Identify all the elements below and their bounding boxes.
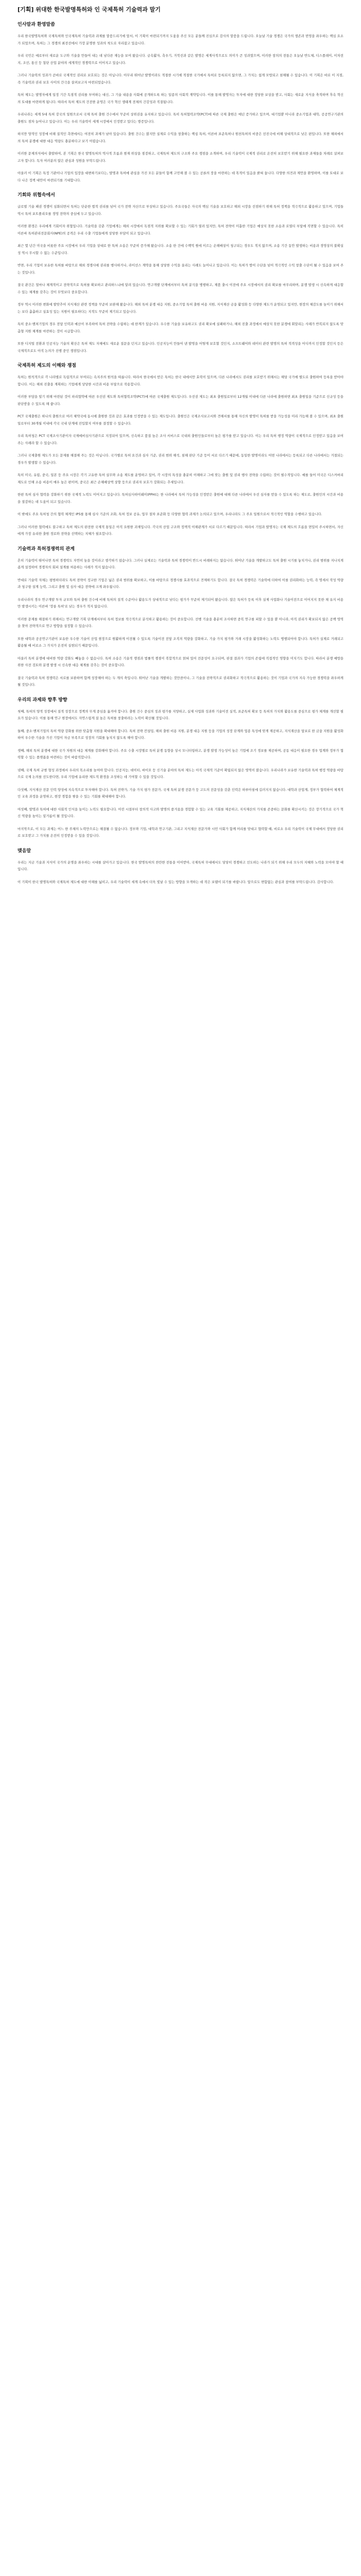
- body-paragraph: 한편 특허 심사 협력을 강화하기 위한 국제적 노력도 이어지고 있습니다. 특허심사하이웨이(PPH)는 한 나라에서 특허 가능성을 인정받은 출원에 대해 다른 나라에서 우선 심사를 받을 수 있도록 하는 제도로, 출원인의 시간과 비용을 절감하는 데 도움이 되고 있습니다.: [18, 493, 343, 504]
- body-paragraph: 이러한 문제를 해결하기 위해서는 연구개발 기획 단계에서부터 특허 정보를 적극적으로 분석하고 활용하는 것이 중요합니다. 선행 기술을 충분히 조사하면 중복 연구를 피할 수 있을 뿐 아니라, 아직 권리가 확보되지 않은 공백 영역을 찾아 전략적으로 연구 방향을 설정할 수 있습니다.: [18, 617, 343, 628]
- body-paragraph: 글로벌 기술 패권 경쟁이 심화되면서 특허는 단순한 법적 권리를 넘어 국가 전략 자산으로 부상하고 있습니다. 주요국들은 자국의 핵심 기술을 보호하고 해외 시장을 선점하기 위해 특허 정책을 적극적으로 활용하고 있으며, 기업들 역시 특허 포트폴리오를 경영 전략의 중심에 두고 있습니다.: [18, 205, 343, 216]
- section-heading: 기회와 위협속에서: [18, 193, 55, 198]
- body-paragraph: 흔히 기술력이 뛰어나면 특허 경쟁력도 자연히 높을 것이라고 생각하기 쉽습니다. 그러나 실제로는 기술력과 특허 경쟁력이 반드시 비례하지는 않습니다. 뛰어난 기술을 개발하고도 특허 출원 시기를 놓치거나, 권리 범위를 지나치게 좁게 설정하여 경쟁자의 회피 설계를 허용하는 사례가 적지 않습니다.: [18, 558, 343, 569]
- body-paragraph: 그러나 이러한 협력에도 불구하고 특허 제도의 완전한 국제적 통일은 아직 요원한 과제입니다. 각국의 산업 구조와 정책적 이해관계가 서로 다르기 때문입니다. 따라서 기업과 발명자는 국제 제도의 흐름을 면밀히 주시하면서, 자신에게 가장 유리한 출원 경로와 전략을 선택하는 지혜가 필요합니다.: [18, 525, 343, 536]
- body-paragraph: 넷째, 국제 특허 규범 형성 과정에서 우리의 목소리를 높여야 합니다. 인공지능, 데이터, 바이오 등 신기술 분야의 특허 제도는 아직 국제적 기준이 확립되지 않은 영역이 많습니다. 우리나라가 보유한 기술력과 특허 행정 역량을 바탕으로 국제 논의를 선도한다면, 우리 기업에 유리한 제도적 환경을 조성하는 데 기여할 수 있을 것입니다.: [18, 768, 343, 779]
- body-paragraph: 다섯째, 지식재산 전문 인력 양성에 지속적으로 투자해야 합니다. 특허 전략가, 기술 가치 평가 전문가, 국제 특허 분쟁 전문가 등 고도의 전문성을 갖춘 인력은 하루아침에 길러지지 않습니다. 대학과 산업계, 정부가 협력하여 체계적인 교육 과정을 운영하고, 현장 경험을 쌓을 수 있는 기회를 확대해야 합니다.: [18, 788, 343, 799]
- body-paragraph: 반면, 우리 기업이 보유한 특허를 바탕으로 해외 경쟁사에 권리를 행사하거나, 라이선스 계약을 통해 상당한 수익을 올리는 사례도 늘어나고 있습니다. 이는 특허가 방어 수단을 넘어 적극적인 수익 창출 수단이 될 수 있음을 보여 주는 것입니다.: [18, 264, 343, 275]
- document-body: [18, 22, 343, 886]
- section-heading: 국제특허 제도의 이해와 쟁점: [18, 363, 76, 368]
- document-title: [기획] 위대한 한국발명특허와 인 국제특허 기술력과 말기: [18, 6, 161, 13]
- body-paragraph: 결국 기술력과 특허 경쟁력은 서로를 보완하며 함께 성장해야 하는 두 개의 축입니다. 뛰어난 기술을 개발하는 것만큼이나, 그 기술을 전략적으로 권리화하고 적극적으로 활용하는 것이 기업과 국가의 지속 가능한 경쟁력을 좌우하게 될 것입니다.: [18, 676, 343, 687]
- body-paragraph: 아울러 특허 분쟁에 대비한 역량 강화도 빼놓을 수 없습니다. 특허 소송은 기술적 쟁점과 법률적 쟁점이 복합적으로 얽혀 있어 전문성이 요구되며, 판결 결과가 기업의 존립에 직접적인 영향을 미치기도 합니다. 따라서 분쟁 예방을 위한 사전 검토와 분쟁 발생 시 신속한 대응 체계를 갖추는 것이 중요합니다.: [18, 656, 343, 667]
- body-paragraph: 그러나 기술력의 성과가 곧바로 국제적인 권리로 보호되는 것은 아닙니다. 아무리 뛰어난 발명이라도 적절한 시기에 적절한 국가에서 특허로 등록되지 않으면, 그 가치는 쉽게 모방되고 침해될 수 있습니다. 이 기획은 바로 이 지점, 즉 기술력과 권리 보호 사이의 간극을 살펴보고자 마련되었습니다.: [18, 74, 343, 84]
- body-paragraph: 이 기획이 한국 발명특허와 국제특허 제도에 대한 이해를 넓히고, 우리 기술력이 세계 속에서 더욱 빛날 수 있는 방향을 모색하는 데 작은 보탬이 되기를 바랍니다. 앞으로도 변함없는 관심과 참여를 부탁드립니다. 감사합니다.: [18, 880, 334, 884]
- body-paragraph: 우리 한국발명특허와 국제특허와 인국제특허 기술력과 과제를 말씀드리기에 앞서, 이 기획이 마련되기까지 도움을 주신 모든 분들께 진심으로 감사의 말씀을 드립니다. 오늘날 기술 경쟁은 국가의 생존과 번영을 좌우하는 핵심 요소가 되었으며, 특허는 그 경쟁의 최전선에서 가장 분명한 성과의 척도로 자리잡고 있습니다.: [18, 35, 343, 45]
- body-paragraph: 또한 디지털 전환과 인공지능 기술의 확산은 특허 제도 자체에도 새로운 질문을 던지고 있습니다. 인공지능이 만들어 낸 발명을 어떻게 보호할 것인지, 소프트웨어와 데이터 관련 발명의 특허 적격성을 어디까지 인정할 것인지 등은 국제적으로도 아직 논의가 진행 중인 쟁점입니다.: [18, 342, 343, 353]
- body-paragraph: 셋째, 해외 특허 분쟁에 대한 국가 차원의 대응 체계를 강화해야 합니다. 주요 수출 시장별로 특허 분쟁 동향을 상시 모니터링하고, 분쟁 발생 가능성이 높은 기업에 조기 경보를 제공하며, 공동 대응이 필요한 경우 업계와 정부가 협력할 수 있는 플랫폼을 마련하는 것이 바람직합니다.: [18, 749, 343, 759]
- body-paragraph: 이러한 문제의식에서 출발하여, 본 기획은 한국 발명특허의 역사적 흐름과 현재 위상을 점검하고, 국제특허 제도의 구조와 주요 쟁점을 소개하며, 우리 기술력이 국제적 권리로 온전히 보호받기 위해 필요한 과제들을 차례로 살펴보고자 합니다. 독자 여러분의 많은 관심과 성원을 부탁드립니다.: [18, 152, 343, 163]
- body-paragraph: 또한 대학과 공공연구기관이 보유한 우수한 기술이 산업 현장으로 원활하게 이전될 수 있도록 기술이전 전담 조직의 역량을 강화하고, 기술 가치 평가와 거래 시장을 활성화하는 노력도 병행되어야 합니다. 특허가 실제로 거래되고 활용될 때 비로소 그 가치가 온전히 실현되기 때문입니다.: [18, 637, 343, 648]
- body-paragraph: 첫째, 특허의 양적 성장에서 질적 성장으로 정책의 무게 중심을 옮겨야 합니다. 출원 건수 중심의 성과 평가를 지양하고, 실제 사업화 성과와 기술이전 실적, 표준특허 확보 등 특허의 가치와 활용도를 중심으로 평가 체계를 개선할 필요가 있습니다. 이를 통해 연구 현장에서도 자연스럽게 질 높은 특허를 창출하려는 노력이 확산될 것입니다.: [18, 709, 343, 720]
- section-heading: 기술력과 특허경쟁력의 관계: [18, 546, 75, 552]
- body-paragraph: 우리 국민은 예로부터 새로운 도구와 기술을 만들어 내는 데 남다른 재능을 보여 왔습니다. 금속활자, 측우기, 거북선과 같은 발명은 세계사적으로도 의미가 큰 성과였으며, 이러한 창의의 전통은 오늘날 반도체, 디스플레이, 이차전지, 조선, 통신 등 첨단 산업 분야의 세계적인 경쟁력으로 이어지고 있습니다.: [18, 54, 343, 65]
- body-paragraph: 우리나라는 세계 5대 특허 강국의 일원으로서 국제 특허 출원 건수에서 꾸준히 상위권을 유지하고 있습니다. 특히 특허협력조약(PCT)에 따른 국제 출원은 매년 증가하고 있으며, 대기업뿐 아니라 중소기업과 대학, 공공연구기관의 출원도 점차 늘어나고 있습니다. 이는 우리 기술력이 세계 시장에서 인정받고 있다는 방증입니다.: [18, 113, 343, 124]
- body-paragraph: 반대로 기술력 자체는 평범하더라도 특허 전략이 정교한 기업은 넓은 권리 범위를 확보하고, 이를 바탕으로 경쟁사를 효과적으로 견제하기도 합니다. 결국 특허 경쟁력은 기술력에 더하여 이를 권리화하는 능력, 즉 명세서 작성 역량과 청구항 설계 능력, 그리고 출원 및 심사 대응 전략에 크게 좌우됩니다.: [18, 578, 343, 589]
- body-paragraph: 그러나 국제출원 제도가 모든 문제를 해결해 주는 것은 아닙니다. 국가별로 특허 요건과 심사 기준, 권리 범위 해석, 침해 판단 기준 등이 서로 다르기 때문에, 동일한 발명이라도 어떤 나라에서는 등록되고 다른 나라에서는 거절되는 경우가 발생할 수 있습니다.: [18, 454, 343, 465]
- section-heading: 인사말과 환영말씀: [18, 22, 55, 27]
- body-paragraph: 하지만 양적인 성장에 비해 질적인 측면에서는 여전히 과제가 남아 있습니다. 출원 건수는 많지만 실제로 수익을 창출하는 핵심 특허, 이른바 표준특허나 원천특허의 비중은 선진국에 비해 상대적으로 낮은 편입니다. 또한 해외에서의 특허 분쟁에 대한 대응 역량도 충분하다고 보기 어렵습니다.: [18, 132, 343, 143]
- body-paragraph: 둘째, 중소·벤처기업의 특허 역량 강화를 위한 맞춤형 지원을 확대해야 합니다. 특허 전략 컨설팅, 해외 출원 비용 지원, 분쟁 대응 지원 등을 기업의 성장 단계와 업종 특성에 맞게 제공하고, 지식재산을 담보로 한 금융 지원을 활성화하여 우수한 기술을 가진 기업이 자금 부족으로 성장의 기회를 놓치지 않도록 해야 합니다.: [18, 729, 343, 740]
- body-paragraph: 특히 중소·벤처기업의 경우 전담 인력과 예산이 부족하여 특허 전략을 수립하는 데 한계가 있습니다. 우수한 기술을 보유하고도 권리 확보에 실패하거나, 해외 진출 과정에서 예상치 못한 분쟁에 휘말리는 사례가 반복되지 않도록 맞춤형 지원 체계를 마련하는 것이 시급합니다.: [18, 323, 343, 333]
- body-paragraph: 우리는 지금 기술과 지식이 국가의 운명을 좌우하는 시대를 살아가고 있습니다. 한국 발명특허의 찬란한 전통을 이어받아, 국제특허 무대에서도 당당히 경쟁하고 선도하는 나라가 되기 위해 우리 모두의 지혜와 노력을 모아야 할 때입니다.: [18, 860, 343, 871]
- body-paragraph: 여섯째, 발명과 특허에 대한 사회적 인식을 높이는 노력도 필요합니다. 어린 시절부터 창의적 사고와 발명의 즐거움을 경험할 수 있는 교육 기회를 제공하고, 지식재산의 가치를 존중하는 문화를 확산시키는 것은 장기적으로 국가 혁신 역량을 높이는 밑거름이 될 것입니다.: [18, 807, 343, 818]
- section-heading: 우리의 과제와 향후 방향: [18, 697, 68, 703]
- body-paragraph: 우리 특허청은 PCT 국제조사기관이자 국제예비심사기관으로 지정되어 있으며, 신속하고 품질 높은 조사 서비스로 국내외 출원인들로부터 높은 평가를 받고 있습니다. 이는 우리 특허 행정 역량이 국제적으로 인정받고 있음을 보여 주는 사례라 할 수 있습니다.: [18, 434, 343, 445]
- body-paragraph: 이 밖에도 주요 특허청 간의 협력 체계인 IP5를 통해 심사 기준의 조화, 특허 정보 공유, 업무 절차 표준화 등 다양한 협력 과제가 논의되고 있으며, 우리나라도 그 주요 일원으로서 적극적인 역할을 수행하고 있습니다.: [18, 513, 322, 516]
- body-paragraph: 특허는 원칙적으로 각 나라별로 독립적으로 부여되는 속지주의 원칙을 따릅니다. 따라서 한국에서 받은 특허는 한국 내에서만 효력이 있으며, 다른 나라에서도 권리를 보호받기 위해서는 해당 국가에 별도로 출원하여 등록을 받아야 합니다. 이는 해외 진출을 계획하는 기업에게 상당한 시간과 비용 부담으로 작용합니다.: [18, 376, 343, 386]
- body-paragraph: 결국 관건은 얼마나 체계적이고 전략적으로 특허를 확보하고 관리하느냐에 달려 있습니다. 연구개발 단계에서부터 특허 분석을 병행하고, 제품 출시 이전에 주요 시장에서의 권리 확보를 마무리하며, 분쟁 발생 시 신속하게 대응할 수 있는 체계를 갖추는 것이 무엇보다 중요합니다.: [18, 283, 343, 294]
- body-paragraph: 이러한 부담을 덜기 위해 마련된 것이 파리협약에 따른 우선권 제도와 특허협력조약(PCT)에 따른 국제출원 제도입니다. 우선권 제도는 최초 출원일로부터 12개월 이내에 다른 나라에 출원하면 최초 출원일을 기준으로 신규성 등을 판단받을 수 있도록 해 줍니다.: [18, 395, 343, 406]
- body-paragraph: 아울러 이 기획은 특정 기관이나 기업의 입장을 대변하기보다는, 발명과 특허에 관심을 가진 모든 분들이 함께 고민해 볼 수 있는 공론의 장을 마련하는 데 목적이 있음을 밝혀 둡니다. 다양한 의견과 제언을 환영하며, 이를 토대로 보다 나은 정책 대안이 마련되기를 기대합니다.: [18, 172, 343, 182]
- body-paragraph: 정부 역시 이러한 변화에 발맞추어 지식재산 관련 정책을 꾸준히 보완해 왔습니다. 해외 특허 분쟁 대응 지원, 중소기업 특허 출원 비용 지원, 지식재산 금융 활성화 등 다양한 제도가 운영되고 있지만, 현장의 체감도를 높이기 위해서는 보다 촘촘하고 실효성 있는 지원이 필요하다는 지적도 꾸준히 제기되고 있습니다.: [18, 303, 343, 314]
- section-heading: 맺음말: [18, 848, 31, 854]
- body-paragraph: 이러한 환경은 우리에게 기회이자 위협입니다. 기술력을 갖춘 기업에게는 해외 시장에서 독점적 지위를 확보할 수 있는 기회가 열려 있지만, 특허 전략이 미흡한 기업은 예상치 못한 소송과 로열티 부담에 직면할 수 있습니다. 특히 이른바 특허관리전문회사(NPE)의 공격은 우리 수출 기업들에게 상당한 부담이 되고 있습니다.: [18, 225, 343, 235]
- body-paragraph: 최근 몇 년간 미국을 비롯한 주요 시장에서 우리 기업을 상대로 한 특허 소송은 꾸준히 증가해 왔습니다. 소송 한 건에 수백억 원에 이르는 손해배상이 청구되는 경우도 적지 않으며, 소송 기간 동안 발생하는 비용과 경영상의 불확실성 역시 무시할 수 없는 수준입니다.: [18, 244, 343, 255]
- body-paragraph: 마지막으로, 이 모든 과제는 어느 한 주체의 노력만으로는 해결될 수 없습니다. 정부와 기업, 대학과 연구기관, 그리고 지식재산 전문가와 시민 사회가 함께 머리를 맞대고 협력할 때, 비로소 우리 기술력이 국제 무대에서 정당한 권리로 보호받고 그 가치를 온전히 인정받을 수 있을 것입니다.: [18, 827, 343, 838]
- body-paragraph: 특허 제도는 발명자에게 일정 기간 독점적 권리를 부여하는 대신, 그 기술 내용을 사회에 공개하도록 하는 일종의 사회적 계약입니다. 이를 통해 발명자는 투자에 대한 정당한 보상을 받고, 사회는 새로운 지식을 축적하며 후속 혁신의 토대를 마련하게 됩니다. 따라서 특허 제도의 건전한 운영은 국가 혁신 생태계 전체의 건강성과 직결됩니다.: [18, 93, 343, 104]
- body-paragraph: PCT 국제출원은 하나의 출원으로 여러 체약국에 동시에 출원한 것과 같은 효과를 인정받을 수 있는 제도입니다. 출원인은 국제조사보고서와 견해서를 통해 자신의 발명이 특허를 받을 가능성을 미리 가늠해 볼 수 있으며, 최초 출원일로부터 30개월 이내에 각국 국내 단계에 진입할지 여부를 결정할 수 있습니다.: [18, 415, 343, 426]
- body-paragraph: 특히 미국, 유럽, 중국, 일본 등 주요 시장은 각기 고유한 특허 실무와 소송 제도를 운영하고 있어, 각 시장의 특성을 충분히 이해하고 그에 맞는 출원 및 권리 행사 전략을 수립하는 것이 필수적입니다. 예를 들어 미국은 디스커버리 제도로 인해 소송 비용이 매우 높은 편이며, 중국은 최근 손해배상액 상향 등으로 권리자 보호가 강화되는 추세입니다.: [18, 473, 343, 484]
- body-paragraph: 우리나라의 경우 연구개발 투자 규모와 특허 출원 건수에 비해 특허의 질적 수준이나 활용도가 상대적으로 낮다는 평가가 꾸준히 제기되어 왔습니다. 많은 특허가 등록 이후 실제 사업화나 기술이전으로 이어지지 못한 채 유지 비용만 발생시키는 이른바 '장롱 특허'로 남는 경우가 적지 않습니다.: [18, 598, 343, 608]
